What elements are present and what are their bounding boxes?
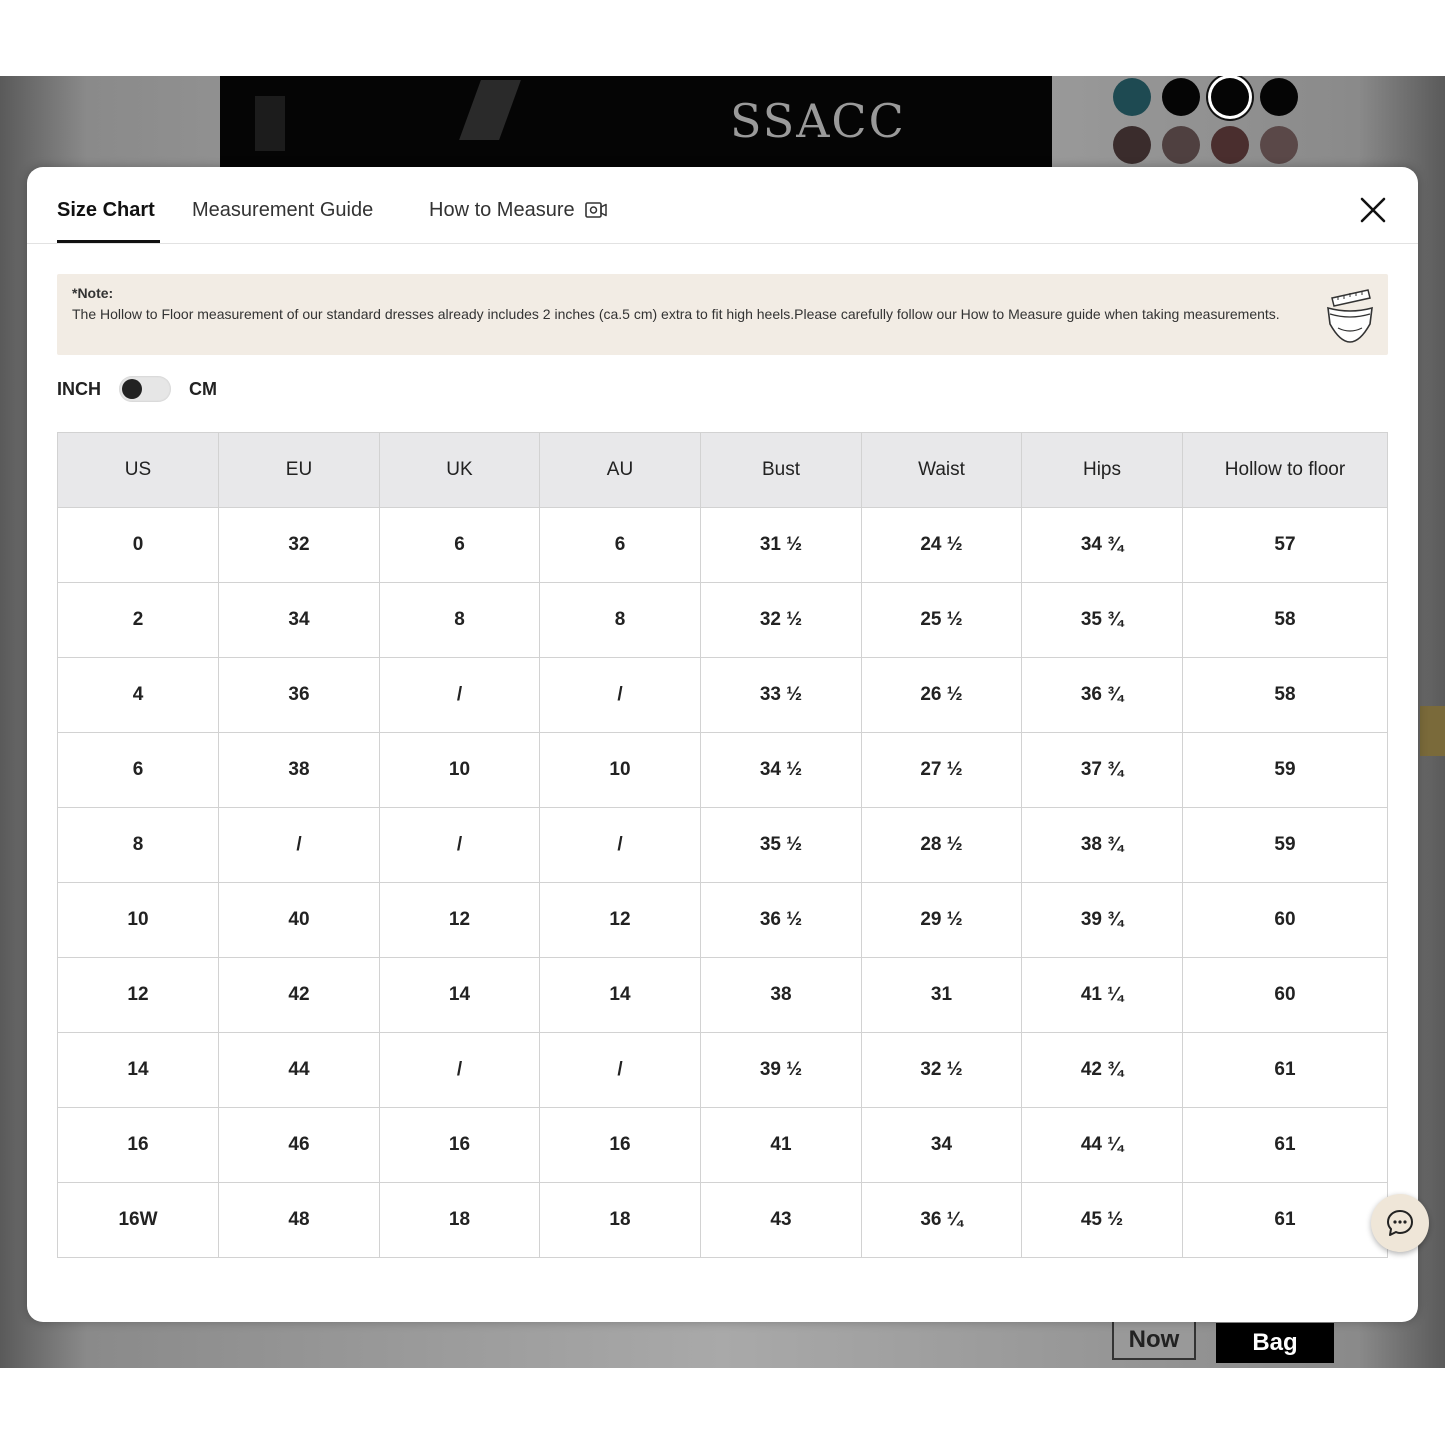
table-cell: 33 ½ — [701, 658, 862, 733]
table-cell: 40 — [219, 883, 380, 958]
table-cell: 36 ¾ — [1022, 658, 1183, 733]
table-cell: / — [380, 1033, 540, 1108]
table-row — [58, 733, 1388, 808]
video-icon — [585, 202, 607, 218]
table-cell: / — [540, 808, 701, 883]
tab-measurement-guide[interactable]: Measurement Guide — [192, 199, 374, 221]
table-cell: 35 ¾ — [1022, 583, 1183, 658]
unit-switch[interactable] — [119, 376, 171, 402]
note-title: *Note: — [72, 285, 114, 301]
table-cell: 18 — [540, 1183, 701, 1258]
table-cell: 2 — [58, 583, 219, 658]
table-cell: 38 — [701, 958, 862, 1033]
color-swatch-selected[interactable] — [1211, 78, 1249, 116]
color-swatch[interactable] — [1260, 78, 1298, 116]
table-cell: 41 ¼ — [1022, 958, 1183, 1033]
table-cell: 10 — [58, 883, 219, 958]
table-cell: 37 ¾ — [1022, 733, 1183, 808]
table-row — [58, 658, 1388, 733]
table-cell: / — [219, 808, 380, 883]
color-swatch[interactable] — [1113, 126, 1151, 164]
table-cell: 61 — [1183, 1033, 1388, 1108]
banner-decoration — [255, 96, 285, 151]
close-icon[interactable] — [1358, 195, 1388, 225]
table-cell: 61 — [1183, 1108, 1388, 1183]
table-cell: 36 ½ — [701, 883, 862, 958]
table-cell: 8 — [380, 583, 540, 658]
table-cell: 8 — [540, 583, 701, 658]
brand-logo: SSACC — [730, 94, 906, 148]
table-cell: / — [540, 658, 701, 733]
table-body — [58, 508, 1388, 1258]
table-cell: 24 ½ — [862, 508, 1022, 583]
modal-tabs — [27, 167, 1418, 244]
table-cell: 10 — [540, 733, 701, 808]
table-cell: 34 — [219, 583, 380, 658]
note-text: The Hollow to Floor measurement of our standard dresses already includes 2 inches (ca.5 cm) extra to fit high heels.Please carefully follow our How to Measure guide when taking measurements. — [72, 306, 1280, 322]
table-cell: 16 — [540, 1108, 701, 1183]
column-header: Waist — [862, 433, 1022, 508]
column-header: Bust — [701, 433, 862, 508]
table-cell: 36 ¼ — [862, 1183, 1022, 1258]
table-cell: 58 — [1183, 583, 1388, 658]
chat-icon — [1385, 1208, 1415, 1238]
color-swatch[interactable] — [1162, 78, 1200, 116]
table-cell: / — [380, 658, 540, 733]
table-cell: 10 — [380, 733, 540, 808]
column-header: Hips — [1022, 433, 1183, 508]
table-cell: 32 ½ — [701, 583, 862, 658]
table-cell: 34 — [862, 1108, 1022, 1183]
color-swatch[interactable] — [1162, 126, 1200, 164]
buy-now-button[interactable]: Now — [1112, 1320, 1196, 1360]
table-cell: 34 ½ — [701, 733, 862, 808]
table-cell: 42 — [219, 958, 380, 1033]
table-cell: 44 — [219, 1033, 380, 1108]
table-cell: 59 — [1183, 733, 1388, 808]
table-row — [58, 583, 1388, 658]
table-cell: 43 — [701, 1183, 862, 1258]
unit-toggle — [57, 376, 217, 402]
table-cell: 45 ½ — [1022, 1183, 1183, 1258]
table-cell: 14 — [540, 958, 701, 1033]
side-tab — [1420, 706, 1445, 756]
table-cell: 16 — [58, 1108, 219, 1183]
table-cell: 57 — [1183, 508, 1388, 583]
table-cell: 18 — [380, 1183, 540, 1258]
add-to-bag-button[interactable]: Bag — [1216, 1323, 1334, 1363]
table-cell: 58 — [1183, 658, 1388, 733]
table-cell: 14 — [58, 1033, 219, 1108]
table-cell: 6 — [540, 508, 701, 583]
table-row — [58, 958, 1388, 1033]
table-cell: 39 ½ — [701, 1033, 862, 1108]
color-swatch[interactable] — [1113, 78, 1151, 116]
table-cell: 31 ½ — [701, 508, 862, 583]
table-cell: 29 ½ — [862, 883, 1022, 958]
table-cell: 60 — [1183, 883, 1388, 958]
table-cell: 44 ¼ — [1022, 1108, 1183, 1183]
table-cell: 26 ½ — [862, 658, 1022, 733]
unit-label-cm[interactable]: CM — [189, 378, 217, 399]
column-header: EU — [219, 433, 380, 508]
table-cell: 12 — [58, 958, 219, 1033]
table-cell: 6 — [58, 733, 219, 808]
table-cell: 27 ½ — [862, 733, 1022, 808]
table-cell: 32 — [219, 508, 380, 583]
table-cell: 59 — [1183, 808, 1388, 883]
table-header-row — [58, 433, 1388, 508]
table-row — [58, 1183, 1388, 1258]
switch-knob — [122, 379, 142, 399]
table-cell: 6 — [380, 508, 540, 583]
measuring-tape-icon — [1324, 284, 1376, 346]
table-cell: 34 ¾ — [1022, 508, 1183, 583]
column-header: AU — [540, 433, 701, 508]
column-header: UK — [380, 433, 540, 508]
table-cell: 42 ¾ — [1022, 1033, 1183, 1108]
table-cell: 16 — [380, 1108, 540, 1183]
unit-label-inch[interactable]: INCH — [57, 378, 101, 399]
table-cell: 39 ¾ — [1022, 883, 1183, 958]
table-cell: 61 — [1183, 1183, 1388, 1258]
table-row — [58, 1108, 1388, 1183]
table-cell: 14 — [380, 958, 540, 1033]
table-cell: 31 — [862, 958, 1022, 1033]
table-cell: 41 — [701, 1108, 862, 1183]
chat-button[interactable] — [1371, 1194, 1429, 1252]
table-cell: 32 ½ — [862, 1033, 1022, 1108]
banner-decoration — [459, 80, 521, 140]
table-row — [58, 883, 1388, 958]
table-cell: 36 — [219, 658, 380, 733]
table-cell: 8 — [58, 808, 219, 883]
size-table — [57, 432, 1388, 1258]
note-box — [57, 274, 1388, 355]
table-cell: 0 — [58, 508, 219, 583]
table-row — [58, 1033, 1388, 1108]
column-header: US — [58, 433, 219, 508]
table-cell: 12 — [540, 883, 701, 958]
table-cell: 4 — [58, 658, 219, 733]
table-cell: 46 — [219, 1108, 380, 1183]
table-row — [58, 808, 1388, 883]
table-cell: 48 — [219, 1183, 380, 1258]
table-cell: 28 ½ — [862, 808, 1022, 883]
tab-size-chart[interactable]: Size Chart — [57, 199, 160, 243]
table-cell: / — [380, 808, 540, 883]
table-cell: 38 — [219, 733, 380, 808]
color-swatch[interactable] — [1260, 126, 1298, 164]
table-cell: 12 — [380, 883, 540, 958]
color-swatches — [1108, 76, 1318, 168]
table-cell: 25 ½ — [862, 583, 1022, 658]
size-chart-modal — [27, 167, 1418, 1322]
tab-how-to-measure[interactable] — [429, 199, 607, 243]
table-cell: 38 ¾ — [1022, 808, 1183, 883]
color-swatch[interactable] — [1211, 126, 1249, 164]
column-header: Hollow to floor — [1183, 433, 1388, 508]
table-cell: 35 ½ — [701, 808, 862, 883]
tab-how-to-measure-label: How to Measure — [429, 199, 575, 221]
table-row — [58, 508, 1388, 583]
table-cell: 60 — [1183, 958, 1388, 1033]
table-cell: / — [540, 1033, 701, 1108]
hero-banner — [220, 76, 1052, 168]
table-cell: 16W — [58, 1183, 219, 1258]
